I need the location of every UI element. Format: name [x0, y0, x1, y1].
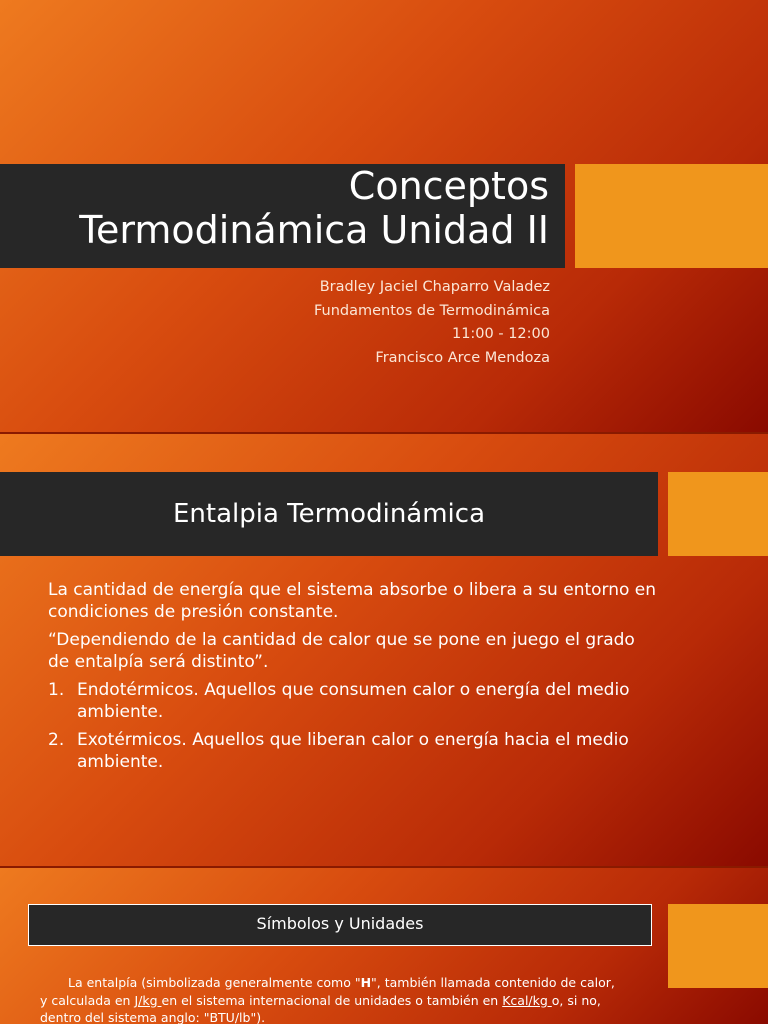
subtitle-block: [314, 276, 550, 370]
enthalpy-symbol: H: [360, 975, 372, 990]
list-item: [48, 730, 658, 773]
title-bar: [0, 472, 658, 556]
list-item: [48, 680, 658, 723]
quote-paragraph: “Dependiendo de la cantidad de calor que se pone en juego el grado de entalpía será distinto”.: [48, 630, 635, 672]
list-text: Exotérmicos. Aquellos que liberan calor o energía hacia el medio ambiente.: [77, 730, 629, 772]
author-name: Bradley Jaciel Chaparro Valadez: [319, 279, 550, 295]
list-text: Endotérmicos. Aquellos que consumen calor o energía del medio ambiente.: [77, 680, 630, 722]
unit-link-si[interactable]: J/kg: [134, 992, 162, 1008]
slide-body: [48, 580, 658, 780]
text-fragment: o, si no,: [551, 992, 601, 1008]
text-fragment: La entalpía (simbolizada generalmente como ": [68, 975, 361, 990]
text-fragment: y calculada en: [40, 992, 135, 1008]
list-number: 1.: [48, 680, 65, 700]
title-bar: [28, 904, 652, 946]
text-fragment: en el sistema internacional de unidades o también en: [161, 992, 503, 1008]
text-line: [40, 992, 640, 1010]
accent-block: [575, 164, 768, 268]
slide-simbolos: [0, 868, 768, 1024]
slide-entalpia: [0, 434, 768, 866]
slide-title: Entalpia Termodinámica: [172, 499, 486, 529]
unit-link-kcal[interactable]: Kcal/kg: [502, 992, 552, 1008]
accent-block: [668, 472, 768, 556]
title-line-2: Termodinámica Unidad II: [79, 208, 549, 252]
instructor-name: Francisco Arce Mendoza: [375, 349, 550, 366]
definition-paragraph: La cantidad de energía que el sistema absorbe o libera a su entorno en condiciones de presión constante.: [48, 580, 657, 622]
text-line: [40, 1009, 640, 1024]
numbered-list: [48, 680, 658, 773]
title-bar: [0, 164, 565, 268]
title-line-1: Conceptos: [348, 164, 549, 208]
text-fragment: ", también llamada contenido de calor,: [371, 975, 615, 990]
text-line: [40, 974, 640, 992]
course-name: Fundamentos de Termodinámica: [313, 302, 550, 319]
text-fragment: dentro del sistema anglo: "BTU/lb").: [40, 1010, 266, 1024]
accent-block: [668, 904, 768, 988]
class-time: 11:00 - 12:00: [451, 326, 550, 342]
slide-body: [40, 974, 640, 1024]
slide-title: Símbolos y Unidades: [256, 914, 424, 933]
presentation-title: [79, 164, 549, 252]
list-number: 2.: [48, 730, 65, 750]
slide-title: [0, 0, 768, 432]
